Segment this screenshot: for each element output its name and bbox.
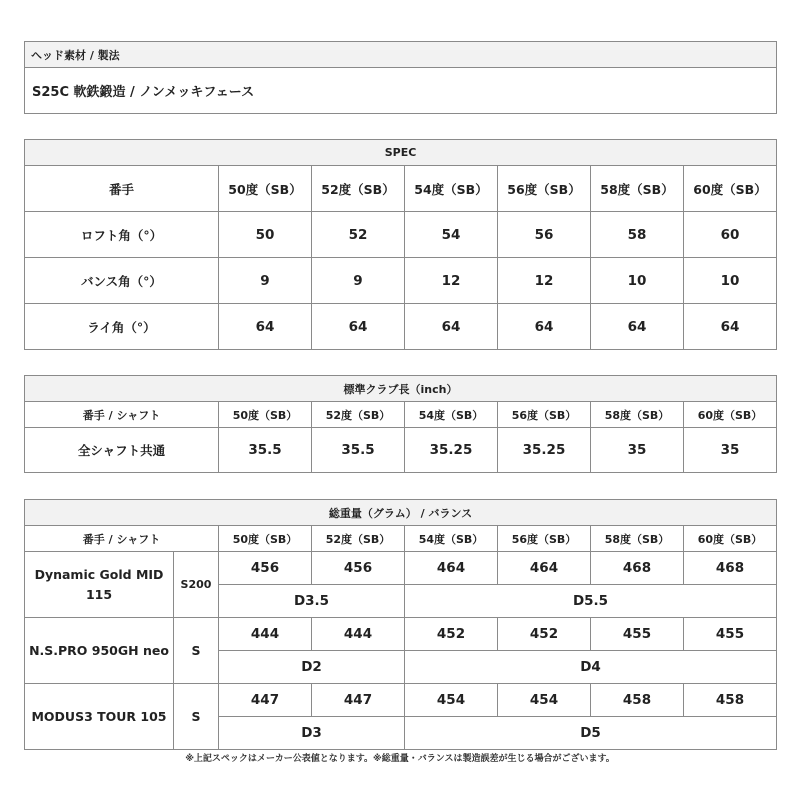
- weight-cell: 452: [405, 618, 498, 651]
- table-row: [25, 304, 777, 350]
- length-title: 標準クラブ長（inch）: [25, 376, 777, 402]
- shaft-name: N.S.PRO 950GH neo: [25, 618, 174, 684]
- weight-col-header: 54度（SB）: [405, 526, 498, 552]
- length-table: [24, 375, 777, 473]
- spec-row-label: バンス角（°）: [25, 258, 219, 304]
- spec-row-label: ロフト角（°）: [25, 212, 219, 258]
- table-row: [25, 552, 777, 585]
- weight-cell: 447: [219, 684, 312, 717]
- spec-cell: 9: [219, 258, 312, 304]
- spec-cell: 9: [312, 258, 405, 304]
- weight-cell: 455: [684, 618, 777, 651]
- spec-cell: 50: [219, 212, 312, 258]
- spec-col-header: 52度（SB）: [312, 166, 405, 212]
- length-row-header: 番手 / シャフト: [25, 402, 219, 428]
- material-value: S25C 軟鉄鍛造 / ノンメッキフェース: [25, 68, 777, 114]
- spec-cell: 64: [219, 304, 312, 350]
- weight-cell: 464: [498, 552, 591, 585]
- table-row: [25, 618, 777, 651]
- length-col-header: 58度（SB）: [591, 402, 684, 428]
- balance-cell: D3: [219, 717, 405, 750]
- weight-cell: 456: [219, 552, 312, 585]
- material-header: ヘッド素材 / 製法: [25, 42, 777, 68]
- weight-cell: 468: [591, 552, 684, 585]
- table-row: [25, 684, 777, 717]
- table-row: [25, 212, 777, 258]
- spec-cell: 64: [498, 304, 591, 350]
- shaft-flex: S: [174, 618, 219, 684]
- weight-cell: 444: [312, 618, 405, 651]
- weight-cell: 458: [591, 684, 684, 717]
- spec-cell: 58: [591, 212, 684, 258]
- spec-cell: 64: [312, 304, 405, 350]
- table-row: [25, 258, 777, 304]
- length-cell: 35: [591, 428, 684, 473]
- weight-cell: 452: [498, 618, 591, 651]
- spec-cell: 12: [498, 258, 591, 304]
- spec-col-header: 54度（SB）: [405, 166, 498, 212]
- length-col-header: 60度（SB）: [684, 402, 777, 428]
- weight-cell: 447: [312, 684, 405, 717]
- spec-cell: 12: [405, 258, 498, 304]
- shaft-name: Dynamic Gold MID 115: [25, 552, 174, 618]
- spec-table: [24, 139, 777, 350]
- weight-cell: 468: [684, 552, 777, 585]
- shaft-name: MODUS3 TOUR 105: [25, 684, 174, 750]
- weight-cell: 458: [684, 684, 777, 717]
- shaft-flex: S200: [174, 552, 219, 618]
- spec-cell: 64: [684, 304, 777, 350]
- weight-cell: 444: [219, 618, 312, 651]
- spec-cell: 64: [405, 304, 498, 350]
- spec-row-label: ライ角（°）: [25, 304, 219, 350]
- weight-col-header: 52度（SB）: [312, 526, 405, 552]
- weight-cell: 464: [405, 552, 498, 585]
- balance-cell: D4: [405, 651, 777, 684]
- length-col-header: 56度（SB）: [498, 402, 591, 428]
- weight-cell: 454: [405, 684, 498, 717]
- balance-cell: D5: [405, 717, 777, 750]
- length-col-header: 52度（SB）: [312, 402, 405, 428]
- length-cell: 35.5: [312, 428, 405, 473]
- weight-cell: 454: [498, 684, 591, 717]
- spec-cell: 52: [312, 212, 405, 258]
- spec-cell: 10: [591, 258, 684, 304]
- spec-row-header: 番手: [25, 166, 219, 212]
- length-cell: 35.25: [405, 428, 498, 473]
- balance-cell: D3.5: [219, 585, 405, 618]
- weight-col-header: 60度（SB）: [684, 526, 777, 552]
- balance-cell: D5.5: [405, 585, 777, 618]
- spec-cell: 54: [405, 212, 498, 258]
- spec-col-header: 60度（SB）: [684, 166, 777, 212]
- material-table: [24, 41, 777, 114]
- weight-col-header: 56度（SB）: [498, 526, 591, 552]
- weight-col-header: 58度（SB）: [591, 526, 684, 552]
- spec-col-header: 58度（SB）: [591, 166, 684, 212]
- weight-table: [24, 499, 777, 750]
- spec-cell: 64: [591, 304, 684, 350]
- spec-title: SPEC: [25, 140, 777, 166]
- footnote: ※上記スペックはメーカー公表値となります。※総重量・バランスは製造誤差が生じる場合がございます。: [185, 754, 615, 764]
- weight-row-header: 番手 / シャフト: [25, 526, 219, 552]
- table-row: [25, 428, 777, 473]
- length-col-header: 50度（SB）: [219, 402, 312, 428]
- length-cell: 35.5: [219, 428, 312, 473]
- balance-cell: D2: [219, 651, 405, 684]
- shaft-flex: S: [174, 684, 219, 750]
- weight-col-header: 50度（SB）: [219, 526, 312, 552]
- weight-cell: 456: [312, 552, 405, 585]
- spec-col-header: 56度（SB）: [498, 166, 591, 212]
- spec-cell: 10: [684, 258, 777, 304]
- weight-cell: 455: [591, 618, 684, 651]
- length-col-header: 54度（SB）: [405, 402, 498, 428]
- spec-cell: 56: [498, 212, 591, 258]
- spec-cell: 60: [684, 212, 777, 258]
- weight-title: 総重量（グラム） / バランス: [25, 500, 777, 526]
- length-cell: 35: [684, 428, 777, 473]
- spec-col-header: 50度（SB）: [219, 166, 312, 212]
- length-row-label: 全シャフト共通: [25, 428, 219, 473]
- length-cell: 35.25: [498, 428, 591, 473]
